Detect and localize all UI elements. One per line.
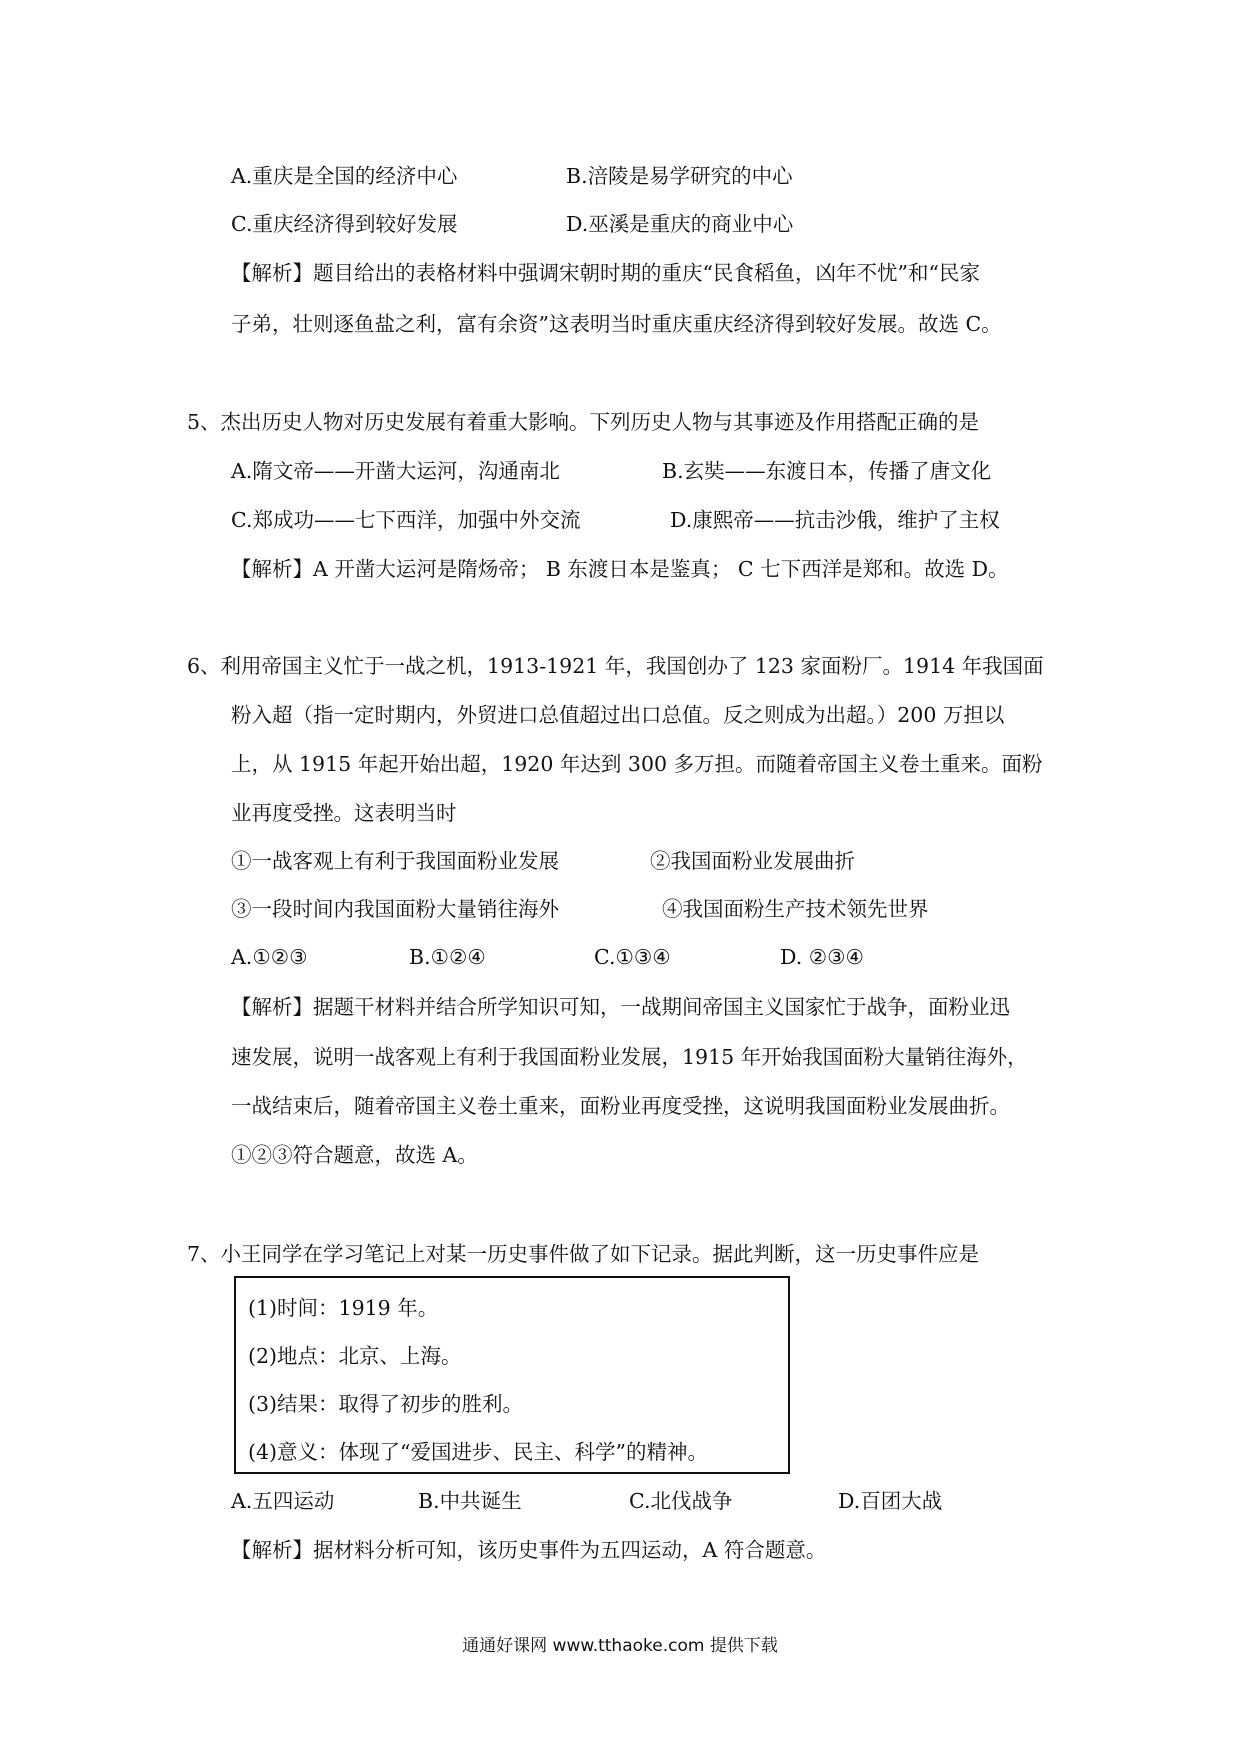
q6-stem-line-3: 上，从 1915 年起开始出超，1920 年达到 300 多万担。而随着帝国主义卷土重来。面粉 <box>231 752 1043 776</box>
q6-statement-4: ④我国面粉生产技术领先世界 <box>662 897 929 921</box>
q5-option-d: D.康熙帝——抗击沙俄，维护了主权 <box>670 508 1000 532</box>
q6-analysis-line-3: 一战结束后，随着帝国主义卷土重来，面粉业再度受挫，这说明我国面粉业发展曲折。 <box>231 1094 1010 1118</box>
q7-note-significance: (4)意义：体现了“爱国进步、民主、科学”的精神。 <box>248 1440 708 1464</box>
q7-option-d: D.百团大战 <box>838 1489 943 1513</box>
q6-stem-line-1: 6、利用帝国主义忙于一战之机，1913-1921 年，我国创办了 123 家面粉厂。1914 年我国面 <box>187 654 1044 678</box>
q7-note-place: (2)地点：北京、上海。 <box>248 1344 462 1368</box>
q7-analysis: 【解析】据材料分析可知，该历史事件为五四运动，A 符合题意。 <box>231 1538 827 1562</box>
q6-statement-1: ①一战客观上有利于我国面粉业发展 <box>231 849 559 873</box>
q7-option-b: B.中共诞生 <box>418 1489 522 1513</box>
q7-notes-box <box>234 1276 790 1474</box>
q4-option-b: B.涪陵是易学研究的中心 <box>566 164 793 188</box>
q7-option-c: C.北伐战争 <box>629 1489 733 1513</box>
q5-stem: 5、杰出历史人物对历史发展有着重大影响。下列历史人物与其事迹及作用搭配正确的是 <box>187 410 980 434</box>
q6-stem-line-4: 业再度受挫。这表明当时 <box>231 801 457 825</box>
q6-statement-3: ③一段时间内我国面粉大量销往海外 <box>231 897 559 921</box>
q6-analysis-line-2: 速发展，说明一战客观上有利于我国面粉业发展，1915 年开始我国面粉大量销往海外， <box>231 1045 1028 1069</box>
q6-analysis-line-1: 【解析】据题干材料并结合所学知识可知，一战期间帝国主义国家忙于战争，面粉业迅 <box>231 995 1010 1019</box>
q4-analysis-line-2: 子弟，壮则逐鱼盐之利，富有余资”这表明当时重庆重庆经济得到较好发展。故选 C。 <box>231 312 1002 336</box>
q6-analysis-line-4: ①②③符合题意，故选 A。 <box>231 1143 478 1167</box>
q6-stem-line-2: 粉入超（指一定时期内，外贸进口总值超过出口总值。反之则成为出超。）200 万担以 <box>231 703 1005 727</box>
q7-note-result: (3)结果：取得了初步的胜利。 <box>248 1392 524 1416</box>
page-footer: 通通好课网 www.tthaoke.com 提供下载 <box>462 1636 778 1656</box>
q5-analysis: 【解析】A 开凿大运河是隋炀帝； B 东渡日本是鉴真； C 七下西洋是郑和。故选 D。 <box>231 557 1009 581</box>
q7-note-time: (1)时间：1919 年。 <box>248 1296 439 1320</box>
q6-statement-2: ②我国面粉业发展曲折 <box>650 849 855 873</box>
q4-option-d: D.巫溪是重庆的商业中心 <box>566 212 794 236</box>
q4-option-c: C.重庆经济得到较好发展 <box>231 212 458 236</box>
q5-option-a: A.隋文帝——开凿大运河，沟通南北 <box>231 459 560 483</box>
q4-option-a: A.重庆是全国的经济中心 <box>231 164 458 188</box>
q6-option-a: A.①②③ <box>231 945 308 969</box>
q7-stem: 7、小王同学在学习笔记上对某一历史事件做了如下记录。据此判断，这一历史事件应是 <box>187 1242 980 1266</box>
q6-option-c: C.①③④ <box>594 945 671 969</box>
q5-option-b: B.玄奘——东渡日本，传播了唐文化 <box>662 459 992 483</box>
q7-option-a: A.五四运动 <box>231 1489 335 1513</box>
q6-option-b: B.①②④ <box>409 945 486 969</box>
q6-option-d: D. ②③④ <box>780 945 864 969</box>
q4-analysis-line-1: 【解析】题目给出的表格材料中强调宋朝时期的重庆“民食稻鱼，凶年不忧”和“民家 <box>231 261 980 285</box>
q5-option-c: C.郑成功——七下西洋，加强中外交流 <box>231 508 581 532</box>
